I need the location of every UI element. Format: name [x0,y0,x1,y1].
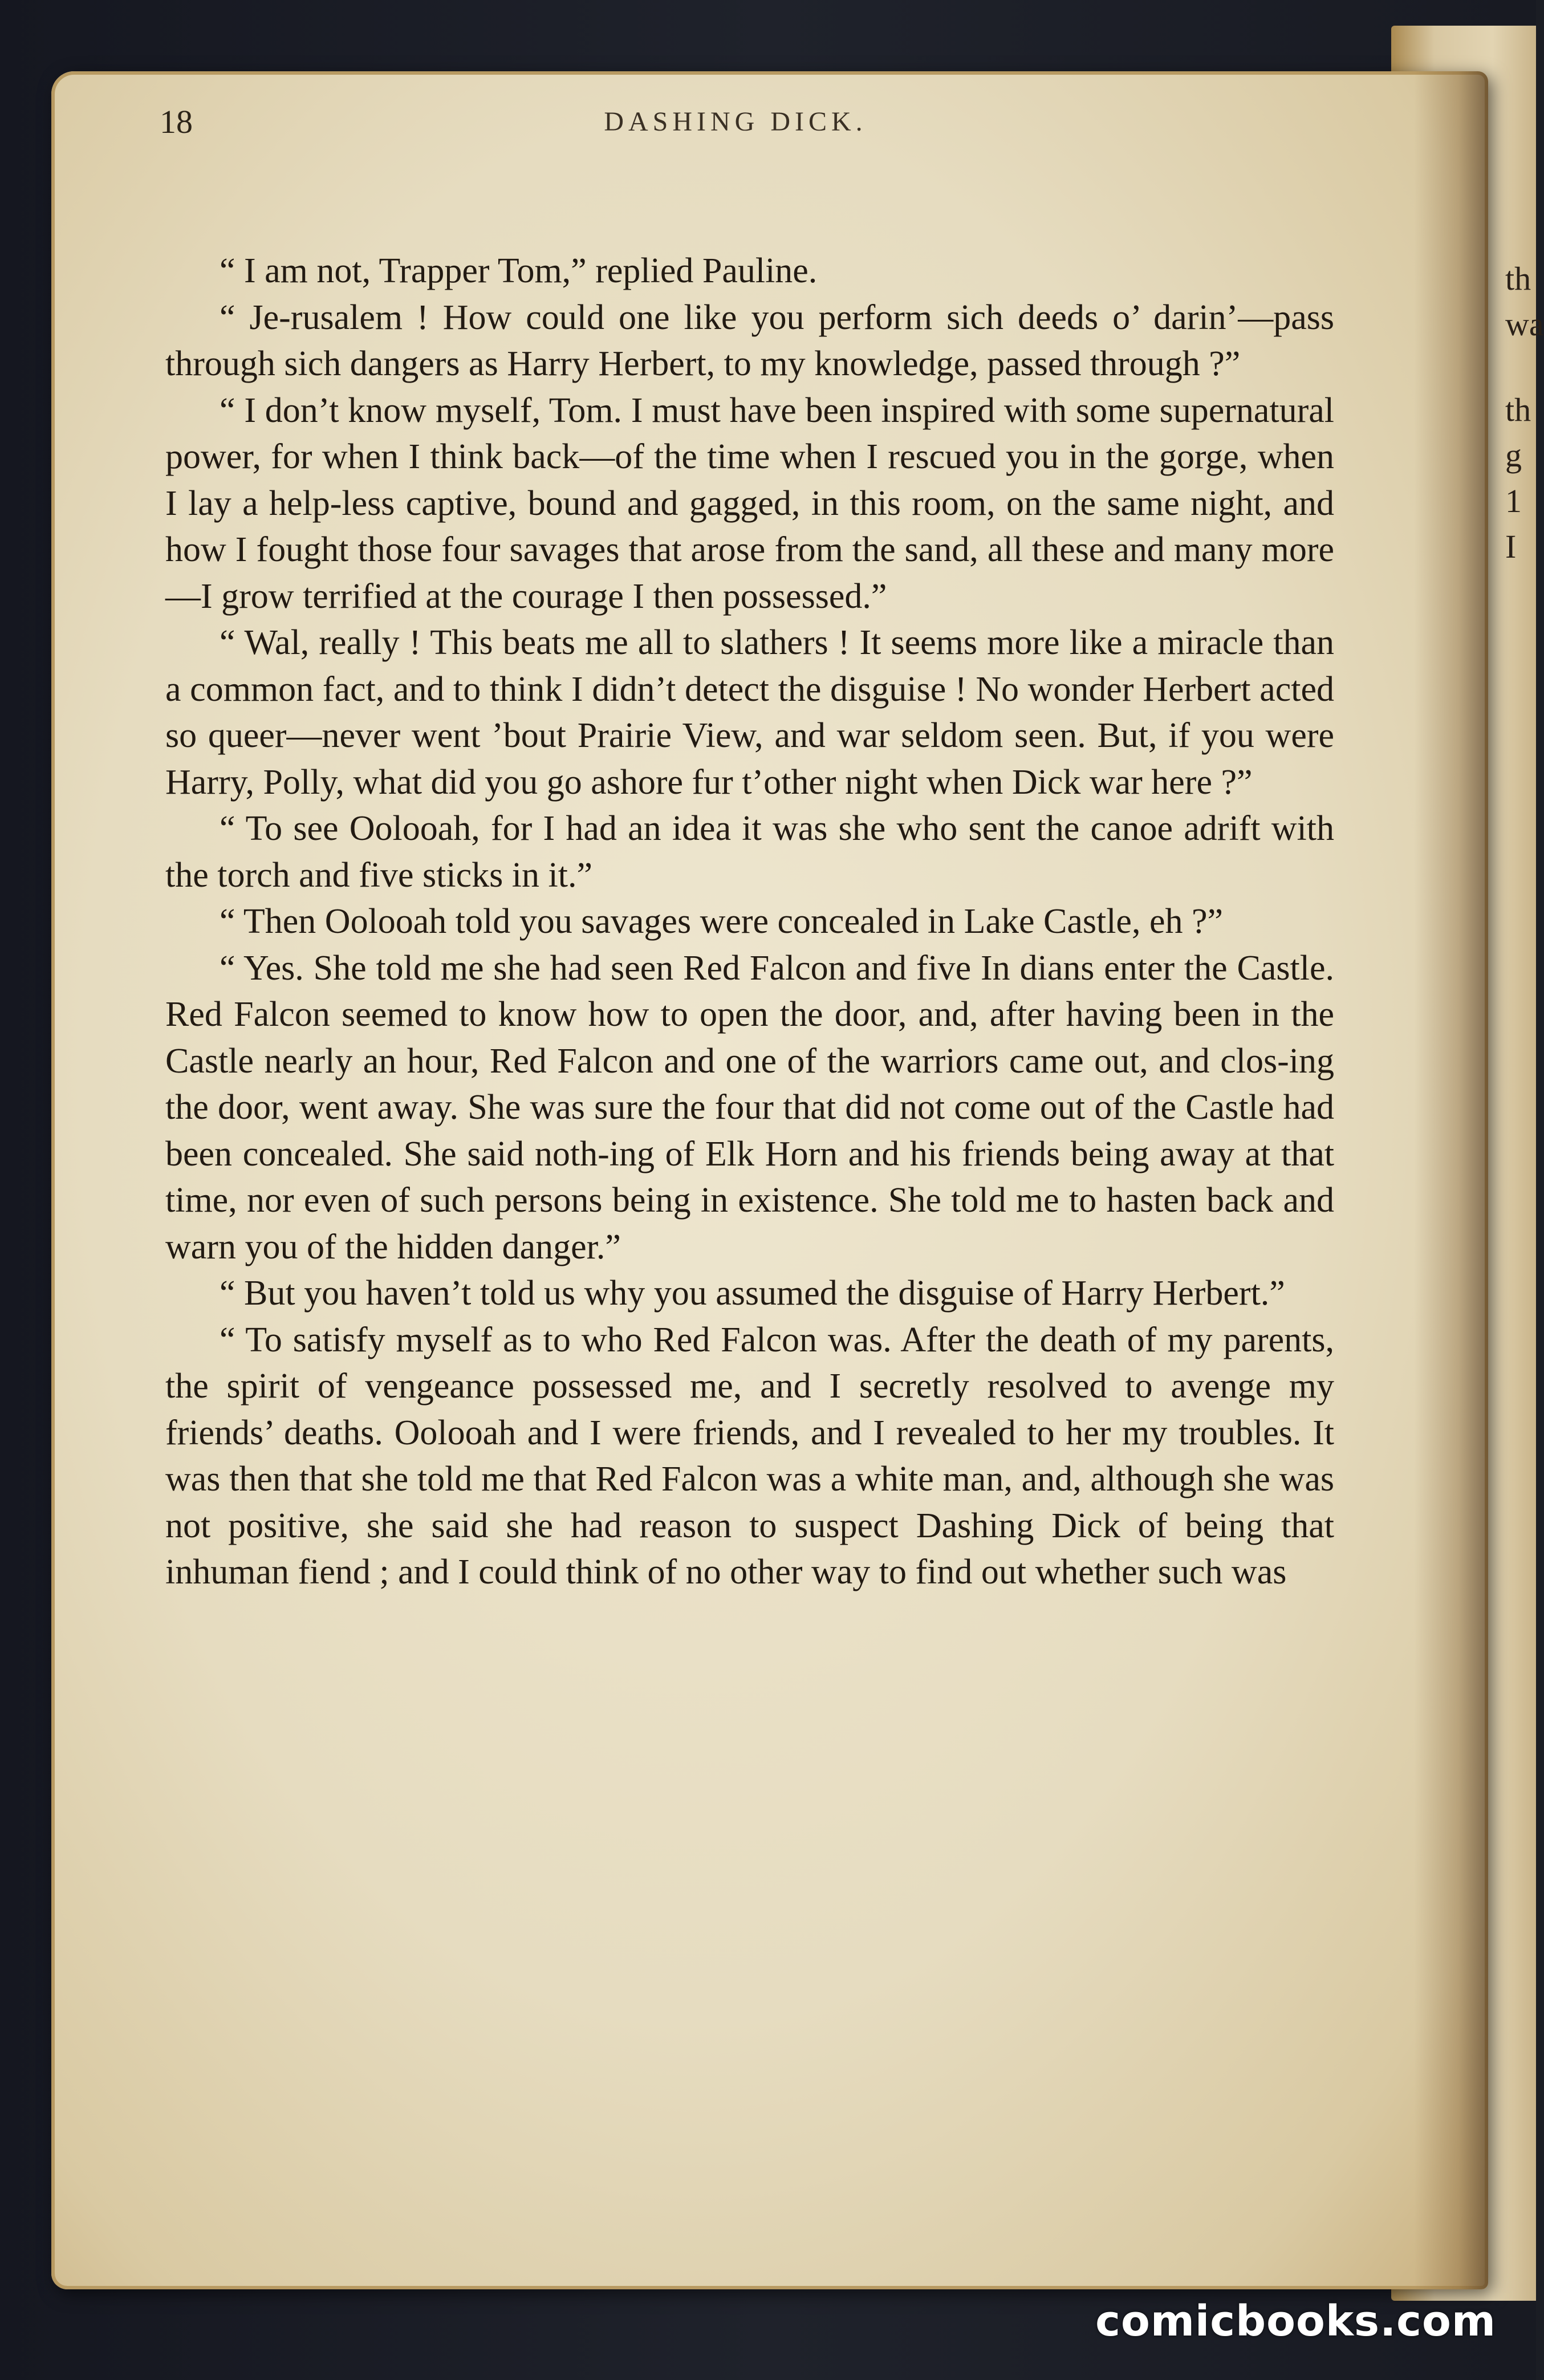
page-gutter-shadow [1414,71,1488,2289]
paragraph: “ I am not, Trapper Tom,” replied Pauline. [220,251,818,290]
paragraph: “ Wal, really ! This beats me all to slathers ! It seems more like a miracle than a common fact, and to think I didn’t detect the disguise ! No wonder Herbert acted so queer—never went ’bout Prairie View, and war seldom seen. But, if you were Harry, Polly, what did you go ashore fur t’other night when Dick war here ?” [165,623,1334,802]
facing-page-fragment: wa [1505,306,1544,343]
paragraph: “ Then Oolooah told you savages were concealed in Lake Castle, eh ?” [220,902,1224,941]
site-watermark: comicbooks.com [1095,2297,1496,2346]
paragraph: “ Je-rusalem ! How could one like you perform sich deeds o’ darin’—pass through sich dangers as Harry Herbert, to my knowledge, passed through ?” [165,298,1334,383]
running-head: DASHING DICK. [604,107,867,137]
paragraph: “ To see Oolooah, for I had an idea it was she who sent the canoe adrift with the torch and five sticks in it.” [165,809,1334,895]
paragraph: “ To satisfy myself as to who Red Falcon was. After the death of my parents, the spirit of vengeance possessed me, and I secretly resolved to avenge my friends’ deaths. Oolooah and I were friends, and I revealed to her my troubles. It was then that she told me that Red Falcon was a white man, and, although she was not positive, she said she had reason to suspect Dashing Dick of being that inhuman fiend ; and I could think of no other way to find out whether such was [165,1320,1334,1591]
paragraph: “ But you haven’t told us why you assumed the disguise of Harry Herbert.” [220,1274,1285,1313]
facing-page-fragment: 1 [1505,482,1522,519]
facing-page-fragment: I [1505,528,1517,565]
page-number: 18 [160,103,193,140]
facing-page-fragment: g [1505,437,1522,474]
page-header [160,103,1311,148]
body-text [165,248,1334,1596]
paragraph: “ Yes. She told me she had seen Red Falcon and five In dians enter the Castle. Red Falcon seemed to know how to open the door, and, after having been in the Castle nearly an hour, Red Falcon and one of the warriors came out, and clos-ing the door, went away. She was sure the four that did not come out of the Castle had been concealed. She said noth-ing of Elk Horn and his friends being away at that time, nor even of such persons being in existence. She told me to hasten back and warn you of the hidden danger.” [165,948,1334,1266]
paragraph: “ I don’t know myself, Tom. I must have been inspired with some supernatural power, for when I think back—of the time when I rescued you in the gorge, when I lay a help-less captive, bound and gagged, in this room, on the same night, and how I fought those four savages that arose from the sand, all these and many more—I grow terrified at the courage I then possessed.” [165,391,1334,616]
facing-page-fragment: th [1505,391,1531,428]
facing-page-fragment: th [1505,260,1531,297]
